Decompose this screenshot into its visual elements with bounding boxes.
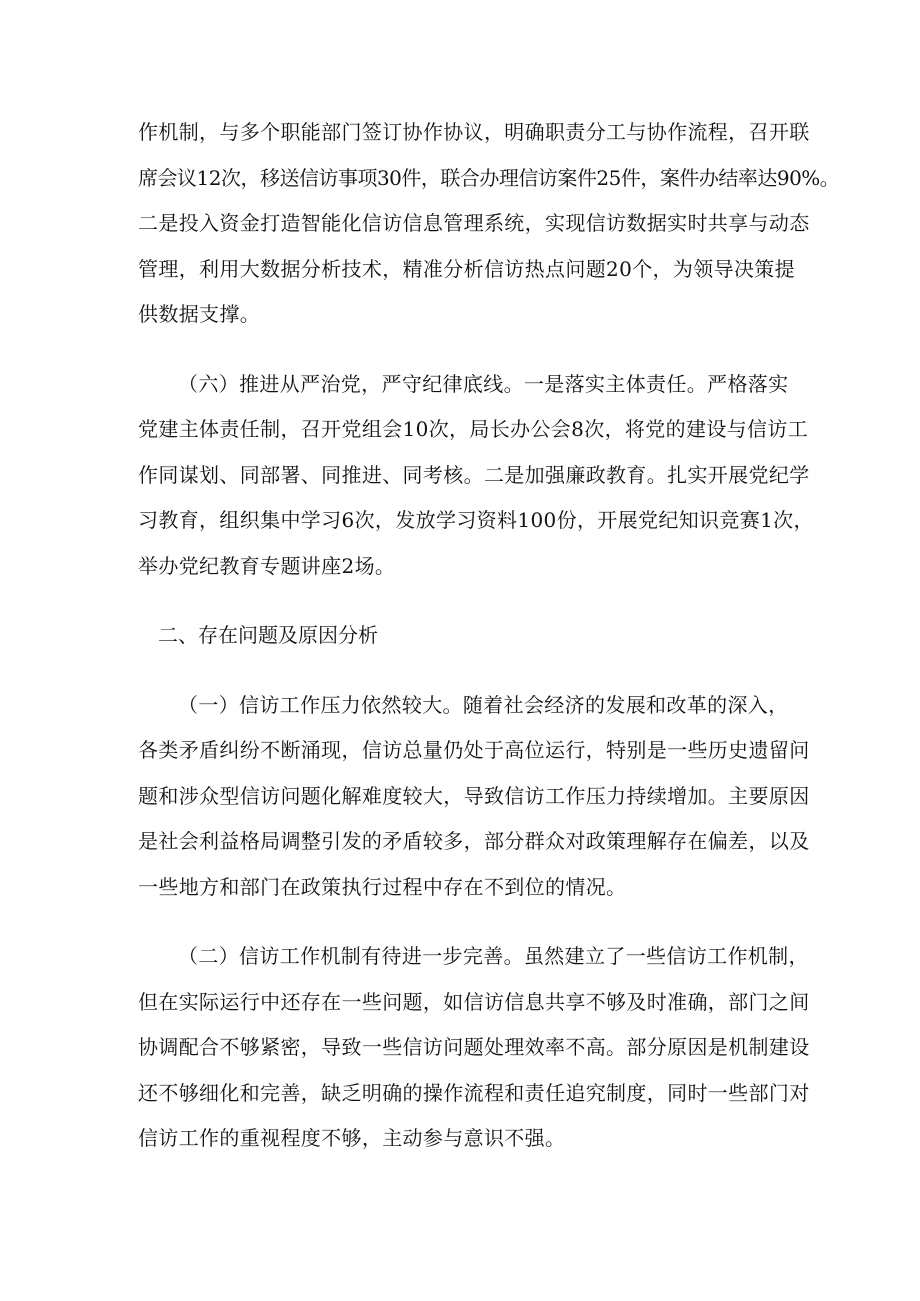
- paragraph-petition-pressure: [138, 683, 810, 911]
- text-line: 一些地方和部门在政策执行过程中存在不到位的情况。: [138, 874, 627, 899]
- text-line: 二是投入资金打造智能化信访信息管理系统，实现信访数据实时共享与动态: [138, 211, 810, 235]
- text-line: 席会议12次，移送信访事项30件，联合办理信访案件25件，案件办结率达90%。: [138, 165, 840, 190]
- text-line: 协调配合不够紧密，导致一些信访问题处理效率不高。部分原因是机制建设: [138, 1035, 810, 1059]
- paragraph-party-discipline: [138, 362, 814, 590]
- document-page: [138, 110, 840, 1186]
- text-line: 各类矛盾纠纷不断涌现，信访总量仍处于高位运行，特别是一些历史遗留问: [138, 738, 810, 762]
- text-line: 信访工作的重视程度不够，主动参与意识不强。: [138, 1126, 566, 1150]
- text-line: （二）信访工作机制有待进一步完善。虽然建立了一些信访工作机制，: [178, 944, 809, 968]
- text-line: （一）信访工作压力依然较大。随着社会经济的发展和改革的深入，: [178, 692, 789, 717]
- text-line: 作同谋划、同部署、同推进、同考核。二是加强廉政教育。扎实开展党纪学: [138, 462, 810, 487]
- text-line: 作机制，与多个职能部门签订协作协议，明确职责分工与协作流程，召开联: [138, 120, 810, 144]
- section-heading: 二、存在问题及原因分析: [158, 623, 378, 647]
- text-line: （六）推进从严治党，严守纪律底线。一是落实主体责任。严格落实: [178, 371, 789, 396]
- text-line: 但在实际运行中还存在一些问题，如信访信息共享不够及时准确，部门之间: [138, 989, 810, 1014]
- text-line: 习教育，组织集中学习6次，发放学习资料100份，开展党纪知识竞赛1次，: [138, 508, 814, 532]
- text-line: 供数据支撑。: [138, 302, 261, 326]
- text-line: 题和涉众型信访问题化解难度较大，导致信访工作压力持续增加。主要原因: [138, 783, 810, 808]
- text-line: 管理，利用大数据分析技术，精准分析信访热点问题20个，为领导决策提: [138, 256, 795, 281]
- paragraph-coordination-mechanism: [138, 110, 840, 338]
- text-line: 是社会利益格局调整引发的矛盾较多，部分群众对政策理解存在偏差，以及: [138, 829, 810, 853]
- paragraph-mechanism-improvement: [138, 934, 810, 1162]
- text-line: 还不够细化和完善，缺乏明确的操作流程和责任追究制度，同时一些部门对: [138, 1080, 810, 1105]
- text-line: 党建主体责任制，召开党组会10次，局长办公会8次，将党的建设与信访工: [138, 417, 809, 441]
- text-line: 举办党纪教育专题讲座2场。: [138, 553, 396, 578]
